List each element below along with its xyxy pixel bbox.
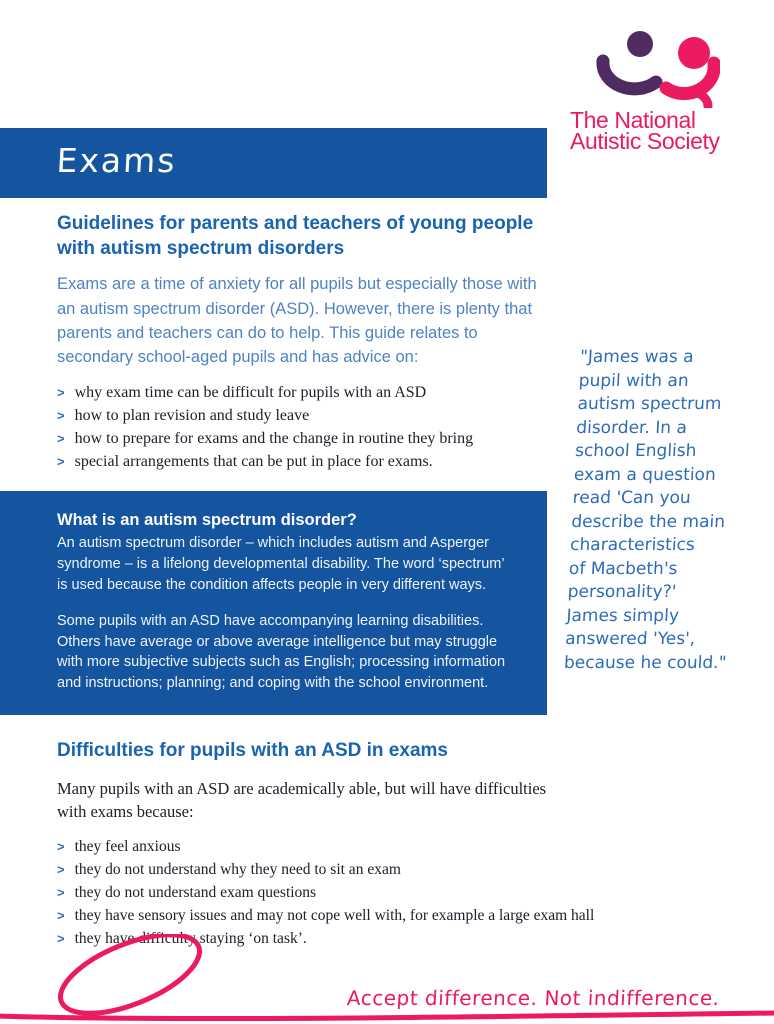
chevron-bullet-icon: >: [57, 454, 65, 470]
list-item-text: they feel anxious: [74, 838, 181, 856]
list-item-text: why exam time can be difficult for pupils with an ASD: [74, 384, 427, 402]
list-item: [57, 427, 547, 450]
chevron-bullet-icon: >: [57, 431, 65, 447]
info-box-heading: What is an autism spectrum disorder?: [57, 511, 357, 530]
list-item: [57, 904, 657, 927]
footer-tagline: Accept difference. Not indifference.: [346, 986, 721, 1010]
list-item-text: how to plan revision and study leave: [74, 407, 310, 425]
title-banner: [0, 128, 547, 198]
info-box-para1: An autism spectrum disorder – which includes autism and Asperger syndrome – is a lifelong developmental disability. The word ‘spectrum’ is used because the condition affects people in very different ways.: [57, 535, 505, 593]
sidebar-quote: [563, 346, 768, 675]
section-heading-difficulties: Difficulties for pupils with an ASD in exams: [57, 740, 448, 762]
list-item-text: they have difficulty staying ‘on task’.: [74, 930, 307, 948]
list-item-text: how to prepare for exams and the change in routine they bring: [74, 430, 474, 448]
chevron-bullet-icon: >: [57, 839, 65, 855]
page-title: Exams: [55, 141, 178, 180]
chevron-bullet-icon: >: [57, 408, 65, 424]
chevron-bullet-icon: >: [57, 908, 65, 924]
nas-logo: [570, 30, 730, 152]
pink-swoosh-icon: [0, 934, 774, 1024]
section-heading-guidelines: Guidelines for parents and teachers of young people with autism spectrum disorders: [57, 213, 534, 259]
list-item: [57, 858, 657, 881]
logo-line2: Autistic Society: [570, 128, 720, 154]
chevron-bullet-icon: >: [57, 885, 65, 901]
quote-text: "James was a pupil with an autism spectrum disorder. In a school English exam a question read 'Can you describe the main characteristics of Macbeth's personality?' James simply answered 'Yes', because he could.": [563, 347, 727, 673]
logo-line1: The National: [570, 107, 696, 133]
list-item: [57, 450, 547, 473]
chevron-bullet-icon: >: [57, 862, 65, 878]
list-item: [57, 404, 547, 427]
nas-logo-figures-icon: [596, 30, 720, 108]
list-item-text: they do not understand why they need to sit an exam: [74, 861, 401, 879]
info-box: [0, 491, 547, 715]
intro-paragraph: Exams are a time of anxiety for all pupils but especially those with an autism spectrum disorder (ASD). However, there is plenty that parents and teachers can do to help. This guide relates to secondary school-aged pupils and has advice on:: [57, 275, 537, 367]
list-item: [57, 381, 547, 404]
chevron-bullet-icon: >: [57, 385, 65, 401]
nas-logo-text: [570, 107, 730, 154]
info-box-para2: Some pupils with an ASD have accompanying learning disabilities. Others have average or above average intelligence but may struggle with more subjective subjects such as English; processing information and instructions; planning; and coping with the school environment.: [57, 613, 506, 691]
list-item-text: they do not understand exam questions: [74, 884, 317, 902]
list-item: [57, 881, 657, 904]
list-item-text: they have sensory issues and may not cope well with, for example a large exam hall: [74, 907, 595, 925]
main-content: [0, 206, 595, 950]
difficulties-intro: Many pupils with an ASD are academically able, but will have difficulties with exams because:: [57, 779, 547, 822]
list-item-text: special arrangements that can be put in place for exams.: [74, 453, 433, 471]
advice-list: [57, 381, 547, 473]
chevron-bullet-icon: >: [57, 931, 65, 947]
list-item: [57, 835, 657, 858]
